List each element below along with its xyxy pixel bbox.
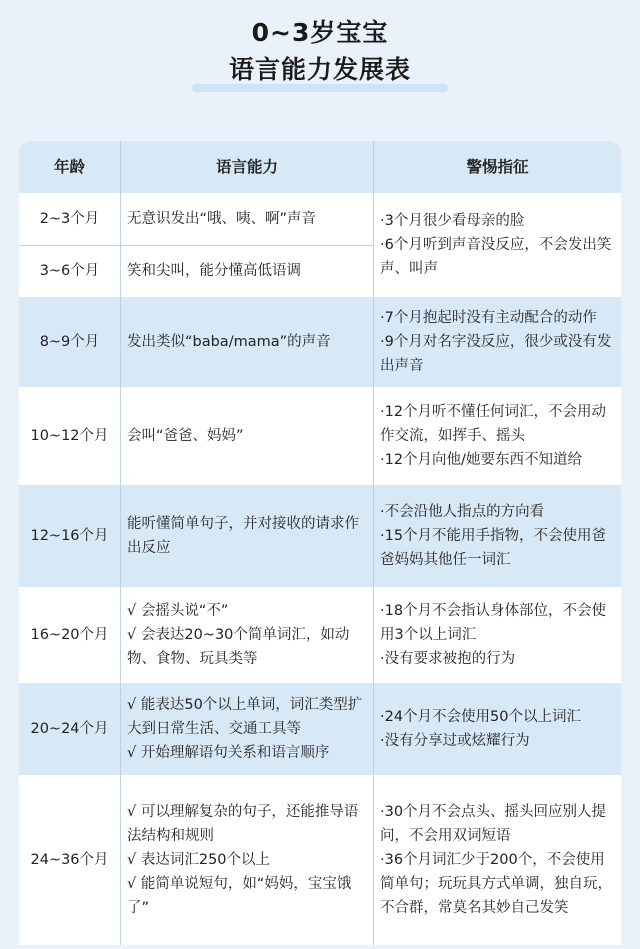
warning-cell bbox=[374, 587, 621, 683]
warning-cell bbox=[374, 683, 621, 775]
header-age: 年龄 bbox=[19, 141, 121, 193]
table-row bbox=[19, 297, 621, 387]
ability-item: √ 能表达50个以上单词，词汇类型扩大到日常生活、交通工具等 bbox=[127, 697, 363, 737]
warning-cell bbox=[374, 485, 621, 587]
age-cell: 10~12个月 bbox=[19, 387, 121, 485]
title-line-1: 0~3岁宝宝 bbox=[251, 18, 389, 47]
warning-item: ·24个月不会使用50个以上词汇 bbox=[380, 709, 582, 725]
table-header-row bbox=[19, 141, 621, 193]
table-row bbox=[19, 485, 621, 587]
header-ability: 语言能力 bbox=[121, 141, 374, 193]
age-cell: 20~24个月 bbox=[19, 683, 121, 775]
ability-cell: 笑和尖叫，能分懂高低语调 bbox=[121, 245, 374, 297]
title-line-2: 语言能力发展表 bbox=[228, 55, 411, 84]
ability-cell bbox=[121, 775, 374, 945]
age-cell: 12~16个月 bbox=[19, 485, 121, 587]
age-cell: 3~6个月 bbox=[19, 245, 121, 297]
table-row bbox=[19, 587, 621, 683]
page-title bbox=[0, 14, 640, 88]
ability-item: √ 可以理解复杂的句子，还能推导语法结构和规则 bbox=[127, 804, 359, 844]
ability-item: √ 能简单说短句，如“妈妈，宝宝饿了” bbox=[127, 876, 352, 916]
warning-item: ·18个月不会指认身体部位，不会使用3个以上词汇 bbox=[380, 603, 607, 643]
table-row bbox=[19, 683, 621, 775]
ability-cell: 无意识发出“哦、咦、啊”声音 bbox=[121, 193, 374, 245]
warning-item: ·12个月听不懂任何词汇，不会用动作交流，如挥手、摇头 bbox=[380, 404, 607, 444]
age-cell: 16~20个月 bbox=[19, 587, 121, 683]
table-row bbox=[19, 387, 621, 485]
ability-cell: 能听懂简单句子，并对接收的请求作出反应 bbox=[121, 485, 374, 587]
table-row bbox=[19, 775, 621, 945]
warning-item: ·36个月词汇少于200个，不会使用简单句；玩玩具方式单调，独自玩，不合群，常莫名其妙自己发笑 bbox=[380, 852, 612, 916]
warning-item: ·12个月向他/她要东西不知道给 bbox=[380, 452, 582, 468]
table-row bbox=[19, 193, 621, 297]
warning-item: ·6个月听到声音没反应，不会发出笑声、叫声 bbox=[380, 237, 612, 277]
ability-cell: 会叫“爸爸、妈妈” bbox=[121, 387, 374, 485]
ability-cell: 发出类似“baba/mama”的声音 bbox=[121, 297, 374, 387]
warning-cell bbox=[374, 387, 621, 485]
warning-item: ·7个月抱起时没有主动配合的动作 bbox=[380, 310, 597, 326]
ability-item: √ 开始理解语句关系和语言顺序 bbox=[127, 745, 330, 761]
warning-item: ·不会沿他人指点的方向看 bbox=[380, 504, 545, 520]
ability-cell bbox=[121, 587, 374, 683]
age-cell: 2~3个月 bbox=[19, 193, 121, 245]
warning-item: ·9个月对名字没反应，很少或没有发出声音 bbox=[380, 334, 612, 374]
age-cell: 24~36个月 bbox=[19, 775, 121, 945]
ability-item: √ 会摇头说“不” bbox=[127, 603, 229, 619]
header-warning: 警惕指征 bbox=[466, 158, 529, 176]
warning-item: ·15个月不能用手指物，不会使用爸爸妈妈其他任一词汇 bbox=[380, 528, 607, 568]
warning-cell bbox=[374, 193, 621, 297]
warning-item: ·没有要求被抱的行为 bbox=[380, 651, 516, 667]
age-cell: 8~9个月 bbox=[19, 297, 121, 387]
warning-cell bbox=[374, 297, 621, 387]
development-table bbox=[19, 141, 621, 945]
warning-cell bbox=[374, 775, 621, 945]
ability-item: √ 表达词汇250个以上 bbox=[127, 852, 271, 868]
warning-item: ·30个月不会点头、摇头回应别人提问，不会用双词短语 bbox=[380, 804, 607, 844]
ability-item: √ 会表达20~30个简单词汇，如动物、食物、玩具类等 bbox=[127, 627, 350, 667]
warning-item: ·没有分享过或炫耀行为 bbox=[380, 733, 530, 749]
ability-cell bbox=[121, 683, 374, 775]
warning-item: ·3个月很少看母亲的脸 bbox=[380, 213, 525, 229]
